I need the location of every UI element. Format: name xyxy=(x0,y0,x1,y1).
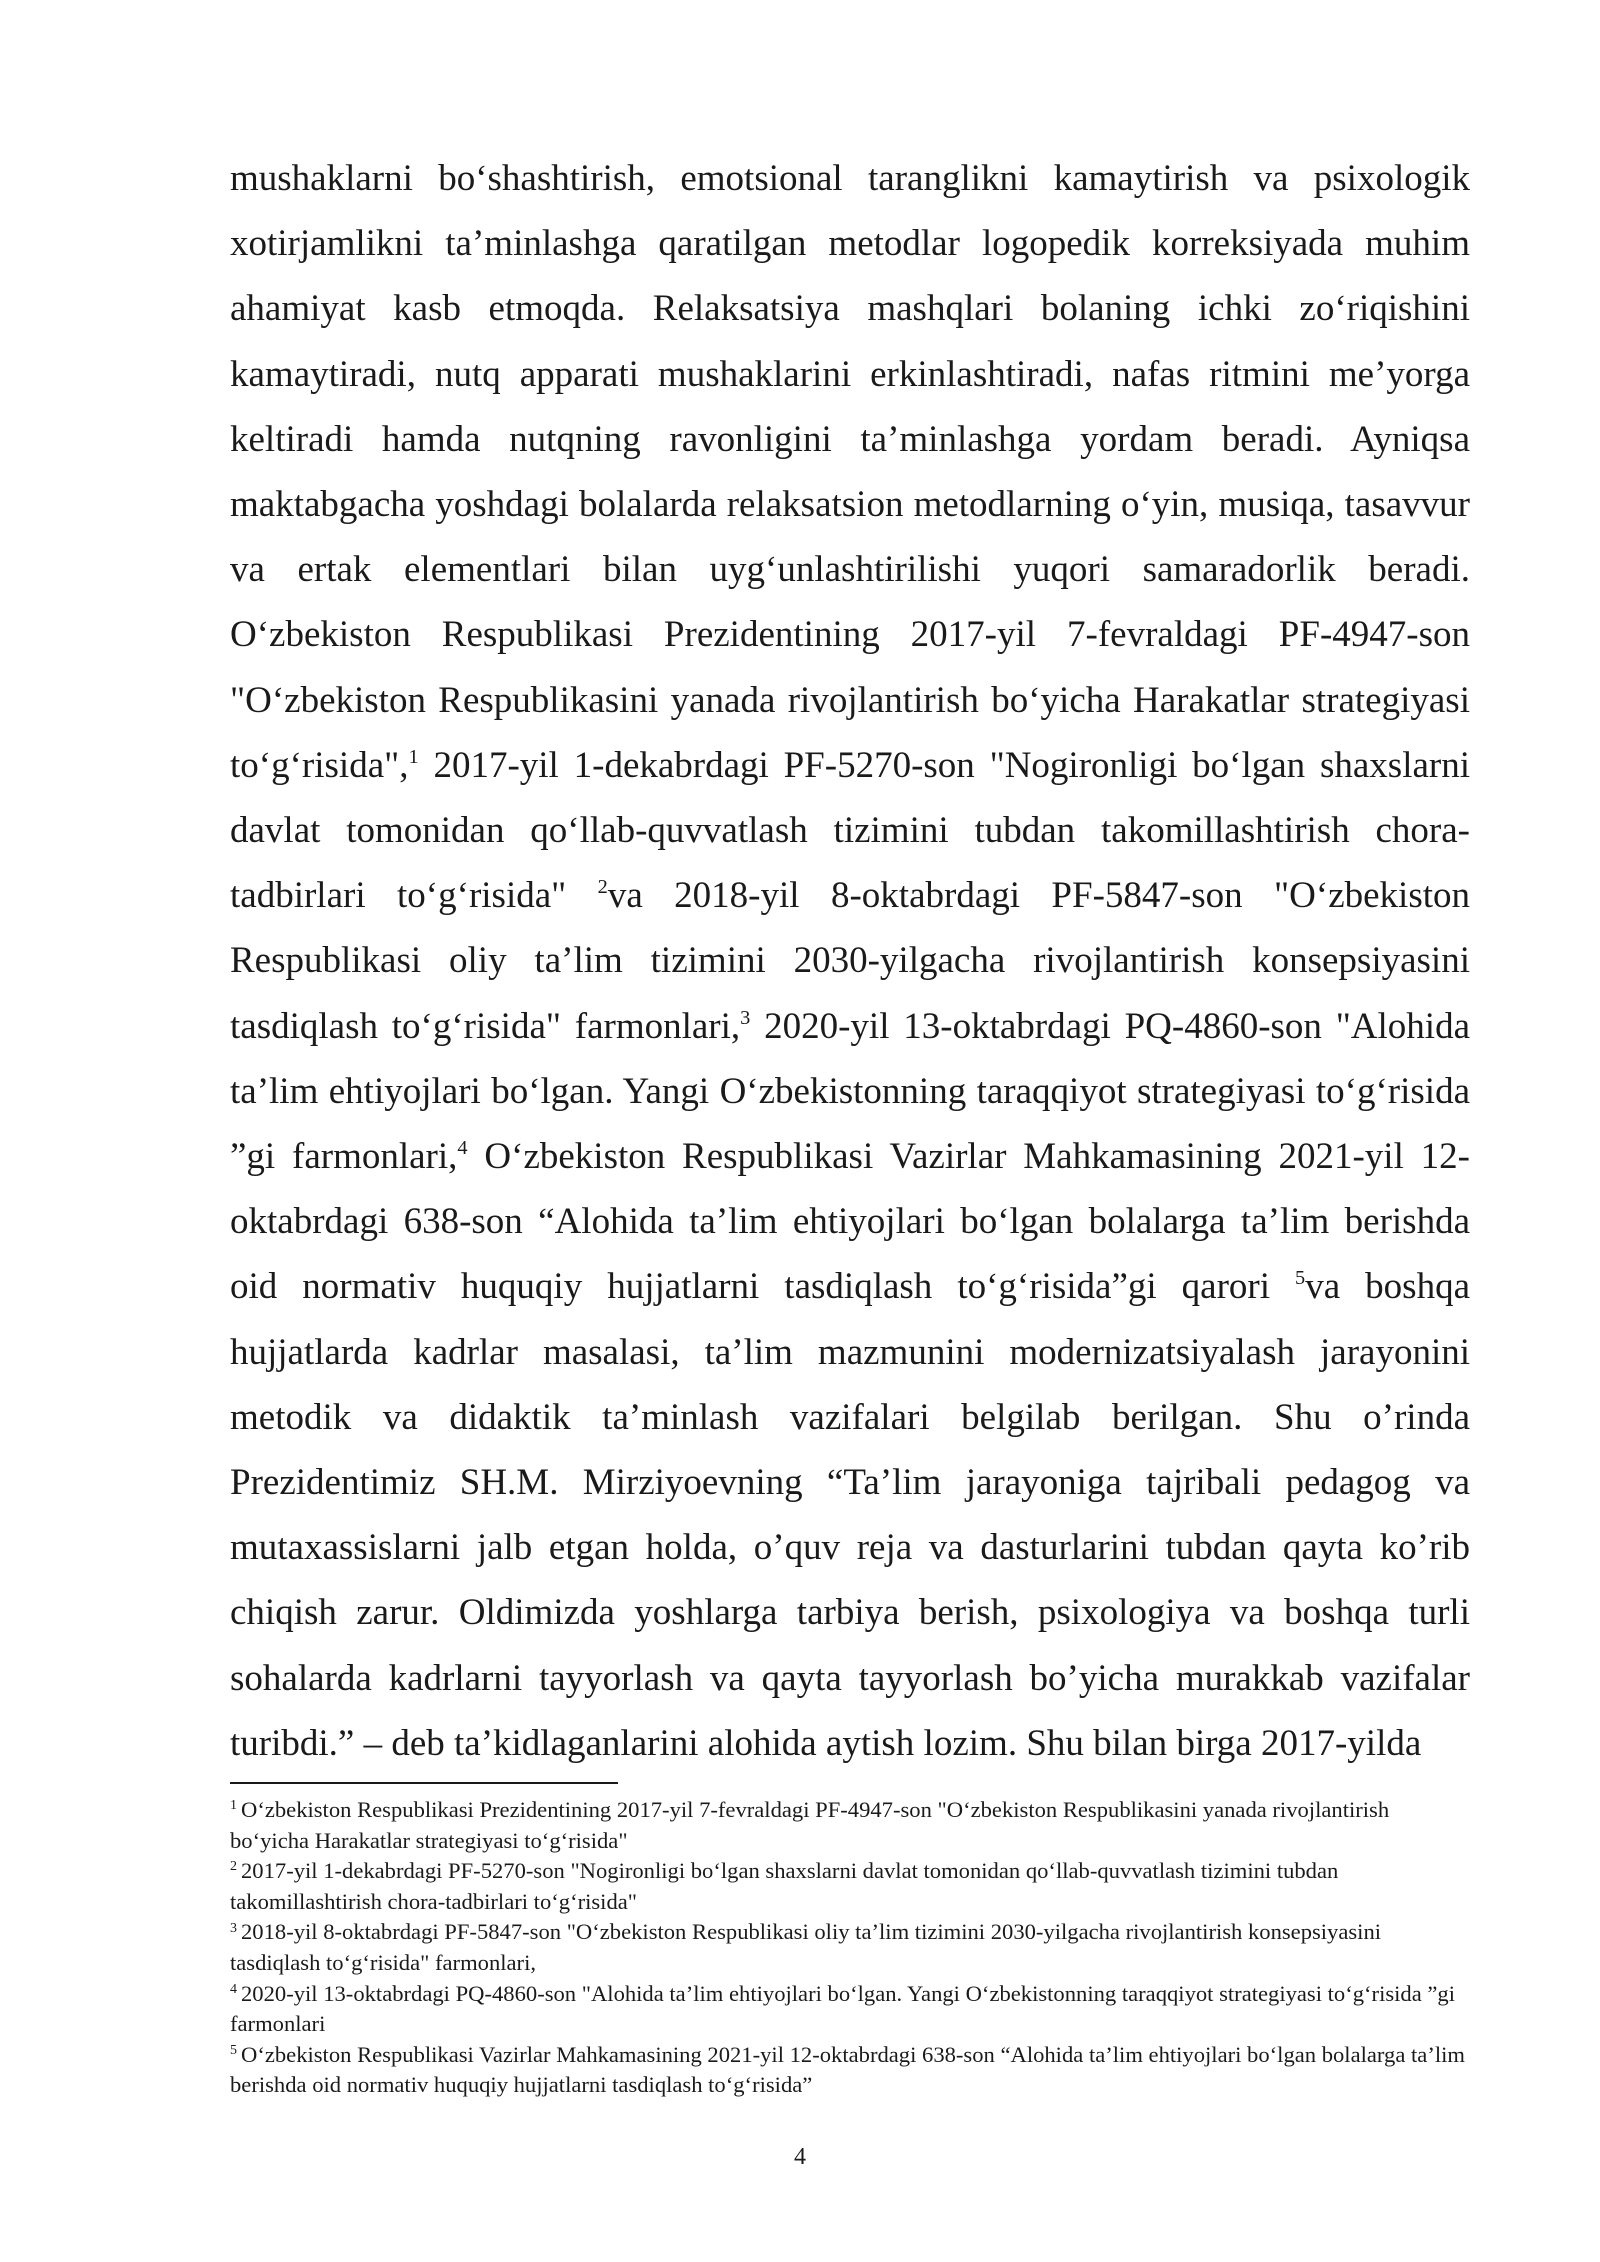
body-paragraph xyxy=(230,146,1470,1776)
footnote-ref-3[interactable]: 3 xyxy=(740,1006,751,1029)
footnote-5 xyxy=(230,2040,1470,2101)
body-text-segment-4: 2020-yil 13-oktabrdagi PQ-4860-son "Alohida ta’lim ehtiyojlari bo‘lgan. Yangi O‘zbekistonning taraqqiyot strategiyasi to‘g‘risida ”gi farmonlari, xyxy=(230,1005,1470,1178)
footnote-ref-4[interactable]: 4 xyxy=(457,1136,468,1159)
footnote-mark: 2 xyxy=(230,1859,237,1875)
body-text-segment-3: va 2018-yil 8-oktabrdagi PF-5847-son "O‘zbekiston Respublikasi oliy ta’lim tizimini 2030-yilgacha rivojlantirish konsepsiyasini tasdiqlash to‘g‘risida" farmonlari, xyxy=(230,875,1470,1047)
footnote-text: O‘zbekiston Respublikasi Prezidentining 2017-yil 7-fevraldagi PF-4947-son "O‘zbekiston Respublikasini yanada rivojlantirish bo‘yicha Harakatlar strategiyasi to‘g‘risida" xyxy=(230,1797,1390,1853)
footnote-1 xyxy=(230,1795,1470,1856)
footnote-mark: 3 xyxy=(230,1920,237,1936)
body-text-segment-1: mushaklarni bo‘shashtirish, emotsional taranglikni kamaytirish va psixologik xotirjamlikni ta’minlashga qaratilgan metodlar logopedik korreksiyada muhim ahamiyat kasb etmoqda. Relaksatsiya mashqlari bolaning ichki zo‘riqishini kamaytiradi, nutq apparati mushaklarini erkinlashtiradi, nafas ritmini me’yorga keltiradi hamda nutqning ravonligini ta’minlashga yordam beradi. Ayniqsa maktabgacha yoshdagi bolalarda relaksatsion metodlarning o‘yin, musiqa, tasavvur va ertak elementlari bilan uyg‘unlashtirilishi yuqori samaradorlik beradi. O‘zbekiston Respublikasi Prezidentining 2017-yil 7-fevraldagi PF-4947-son "O‘zbekiston Respublikasini yanada rivojlantirish bo‘yicha Harakatlar strategiyasi to‘g‘risida", xyxy=(230,158,1470,786)
body-text-segment-2: 2017-yil 1-dekabrdagi PF-5270-son "Nogironligi bo‘lgan shaxslarni davlat tomonidan qo‘llab-quvvatlash tizimini tubdan takomillashtirish chora-tadbirlari to‘g‘risida" xyxy=(230,744,1470,917)
footnote-text: 2020-yil 13-oktabrdagi PQ-4860-son "Alohida ta’lim ehtiyojlari bo‘lgan. Yangi O‘zbekistonning taraqqiyot strategiyasi to‘g‘risida ”gi farmonlari xyxy=(230,1980,1456,2037)
footnote-mark: 1 xyxy=(230,1798,237,1814)
footnote-separator xyxy=(230,1782,618,1784)
footnotes-list xyxy=(230,1795,1470,2101)
footnote-ref-5[interactable]: 5 xyxy=(1295,1267,1306,1290)
footnote-3 xyxy=(230,1917,1470,1978)
footnote-4 xyxy=(230,1979,1470,2040)
body-text-segment-5: O‘zbekiston Respublikasi Vazirlar Mahkamasining 2021-yil 12-oktabrdagi 638-son “Alohida ta’lim ehtiyojlari bo‘lgan bolalarga ta’lim berishda oid normativ huquqiy hujjatlarni tasdiqlash to‘g‘risida”gi qarori xyxy=(230,1136,1470,1308)
footnote-text: O‘zbekiston Respublikasi Vazirlar Mahkamasining 2021-yil 12-oktabrdagi 638-son “Alohida ta’lim ehtiyojlari bo‘lgan bolalarga ta’lim berishda oid normativ huquqiy hujjatlarni tasdiqlash to‘g‘risida” xyxy=(230,2041,1465,2098)
page-number: 4 xyxy=(794,2144,806,2170)
body-text-segment-6: va boshqa hujjatlarda kadrlar masalasi, ta’lim mazmunini modernizatsiyalash jarayonini metodik va didaktik ta’minlash vazifalari belgilab berilgan. Shu o’rinda Prezidentimiz SH.M. Mirziyoevning “Ta’lim jarayoniga tajribali pedagog va mutaxassislarni jalb etgan holda, o’quv reja va dasturlarini tubdan qayta ko’rib chiqish zarur. Oldimizda yoshlarga tarbiya berish, psixologiya va boshqa turli sohalarda kadrlarni tayyorlash va qayta tayyorlash bo’yicha murakkab vazifalar turibdi.” – deb ta’kidlaganlarini alohida aytish lozim. Shu bilan birga 2017-yilda xyxy=(230,1266,1470,1764)
footnote-mark: 5 xyxy=(230,2043,237,2059)
footnote-text: 2017-yil 1-dekabrdagi PF-5270-son "Nogironligi bo‘lgan shaxslarni davlat tomonidan qo‘llab-quvvatlash tizimini tubdan takomillashtirish chora-tadbirlari to‘g‘risida" xyxy=(230,1858,1339,1914)
footnote-2 xyxy=(230,1856,1470,1917)
footnote-ref-1[interactable]: 1 xyxy=(408,745,419,768)
footnote-ref-2[interactable]: 2 xyxy=(597,876,608,898)
footnote-text: 2018-yil 8-oktabrdagi PF-5847-son "O‘zbekiston Respublikasi oliy ta’lim tizimini 2030-yilgacha rivojlantirish konsepsiyasini tasdiqlash to‘g‘risida" farmonlari, xyxy=(230,1919,1382,1975)
footnote-mark: 4 xyxy=(230,1981,237,1997)
